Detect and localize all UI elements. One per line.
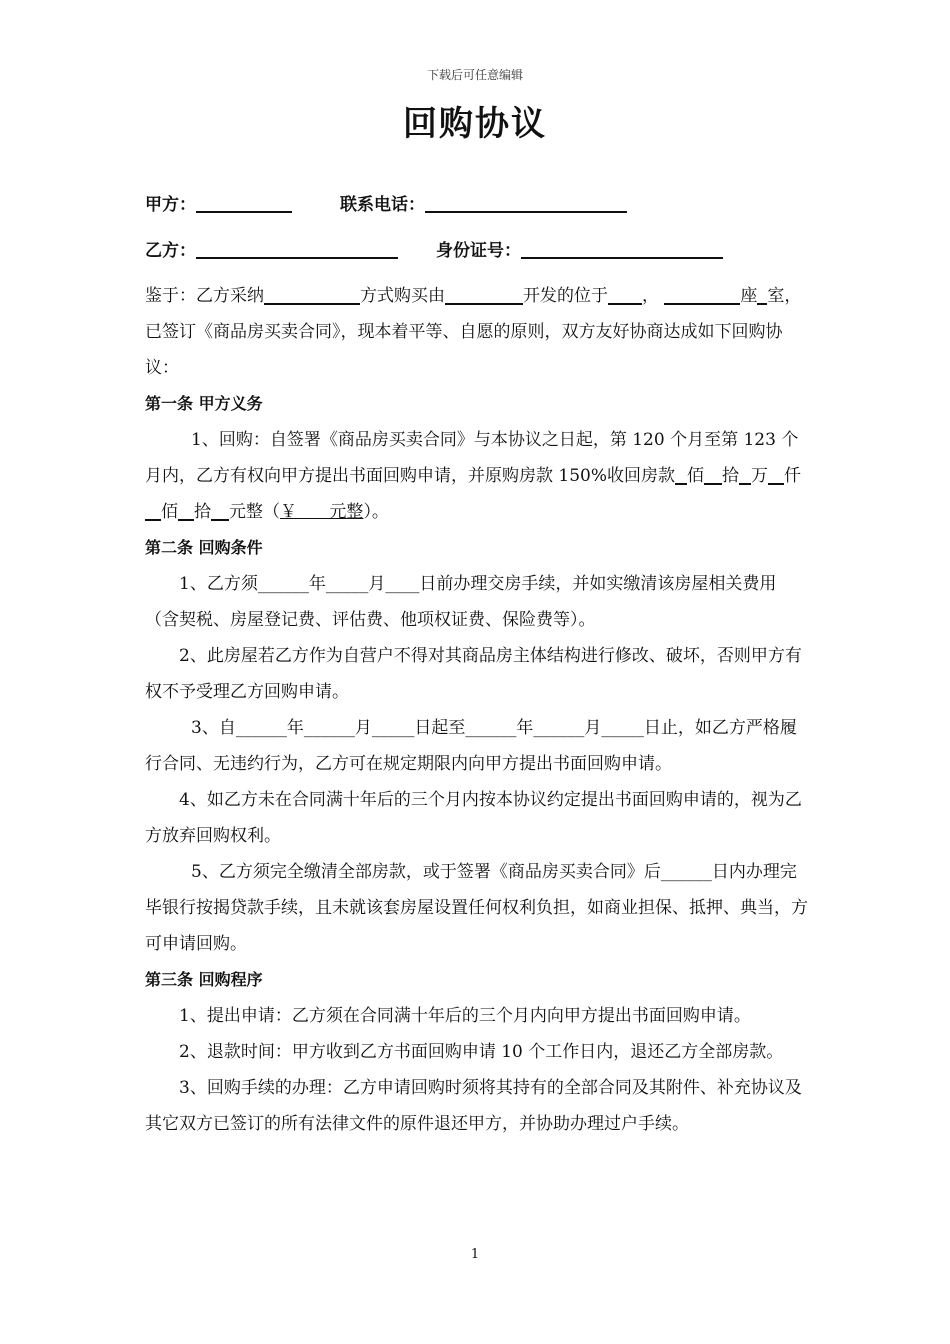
clause-text: 佰 bbox=[687, 466, 705, 486]
party-b-line bbox=[145, 236, 723, 261]
party-b-blank[interactable] bbox=[196, 241, 398, 259]
article3-heading: 第三条 回购程序 bbox=[145, 970, 263, 989]
preamble-text: 开发的位于 bbox=[523, 286, 608, 306]
blank[interactable] bbox=[178, 501, 194, 521]
blank[interactable] bbox=[768, 465, 784, 485]
header-note: 下载后可任意编辑 bbox=[426, 68, 523, 82]
amount-field[interactable]: ￥ 元整 bbox=[280, 502, 364, 522]
blank[interactable] bbox=[664, 285, 740, 305]
blank[interactable] bbox=[445, 285, 523, 305]
blank[interactable] bbox=[739, 465, 751, 485]
blank[interactable] bbox=[145, 501, 161, 521]
article3-clause1: 1、提出申请：乙方须在合同满十年后的三个月内向甲方提出书面回购申请。 bbox=[179, 1006, 751, 1026]
clause-text: 拾 bbox=[194, 502, 211, 522]
article1-clause1 bbox=[145, 422, 810, 530]
phone-label: 联系电话： bbox=[340, 195, 425, 215]
clause-text: 佰 bbox=[161, 502, 178, 522]
clause-text: 仟 bbox=[784, 466, 802, 486]
article3-clause3: 3、回购手续的办理：乙方申请回购时须将其持有的全部合同及其附件、补充协议及其它双方已签订的所有法律文件的原件退还甲方，并协助办理过户手续。 bbox=[145, 1078, 802, 1134]
preamble-text: 鉴于：乙方采纳 bbox=[145, 286, 264, 306]
clause-text: 万 bbox=[751, 466, 769, 486]
id-label: 身份证号： bbox=[436, 241, 521, 261]
article2-clause2: 2、此房屋若乙方作为自营户不得对其商品房主体结构进行修改、破坏，否则甲方有权不予受理乙方回购申请。 bbox=[145, 646, 802, 702]
preamble-text: ， bbox=[642, 286, 659, 306]
blank[interactable] bbox=[757, 285, 767, 305]
preamble-text: 座 bbox=[740, 286, 758, 306]
blank[interactable] bbox=[608, 285, 642, 305]
page-number: 1 bbox=[470, 1247, 480, 1262]
article2-clause1: 1、乙方须______年_____月____日前办理交房手续，并如实缴清该房屋相关费用（含契税、房屋登记费、评估费、他项权证费、保险费等）。 bbox=[145, 574, 777, 630]
clause-text: 拾 bbox=[722, 466, 740, 486]
article2-clause5: 5、乙方须完全缴清全部房款，或于签署《商品房买卖合同》后______日内办理完毕银行按揭贷款手续，且未就该套房屋设置任何权利负担，如商业担保、抵押、典当，方可申请回购。 bbox=[145, 862, 808, 954]
clause-text: 1、回购：自签署《商品房买卖合同》与本协议之日起，第 120 个月至第 123 个月内，乙方有权向甲方提出书面回购申请，并原购房款 150%收回房款 bbox=[145, 430, 799, 486]
clause-text: 元整（ bbox=[229, 502, 280, 522]
id-blank[interactable] bbox=[521, 241, 723, 259]
blank[interactable] bbox=[704, 465, 722, 485]
preamble bbox=[145, 278, 810, 386]
article1-heading: 第一条 甲方义务 bbox=[145, 394, 263, 413]
agreement-body bbox=[145, 278, 810, 1142]
phone-blank[interactable] bbox=[425, 195, 627, 213]
party-b-label: 乙方： bbox=[145, 241, 196, 261]
preamble-text: 室，已签订《商品房买卖合同》，现本着平等、自愿的原则，双方友好协商达成如下回购协议： bbox=[145, 286, 802, 378]
party-a-line bbox=[145, 190, 627, 215]
preamble-text: 方式购买由 bbox=[360, 286, 445, 306]
article2-clause3: 3、自______年______月_____日起至______年______月_____日止，如乙方严格履行合同、无违约行为，乙方可在规定期限内向甲方提出书面回购申请。 bbox=[145, 718, 797, 774]
party-a-blank[interactable] bbox=[196, 195, 292, 213]
article3-clause2: 2、退款时间：甲方收到乙方书面回购申请 10 个工作日内，退还乙方全部房款。 bbox=[179, 1042, 784, 1062]
clause-text: ）。 bbox=[363, 502, 389, 522]
blank[interactable] bbox=[675, 465, 687, 485]
document-title: 回购协议 bbox=[403, 104, 547, 144]
article2-heading: 第二条 回购条件 bbox=[145, 538, 263, 557]
blank[interactable] bbox=[211, 501, 229, 521]
article2-clause4: 4、如乙方未在合同满十年后的三个月内按本协议约定提出书面回购申请的，视为乙方放弃回购权利。 bbox=[145, 790, 802, 846]
blank[interactable] bbox=[264, 285, 360, 305]
party-a-label: 甲方： bbox=[145, 195, 196, 215]
